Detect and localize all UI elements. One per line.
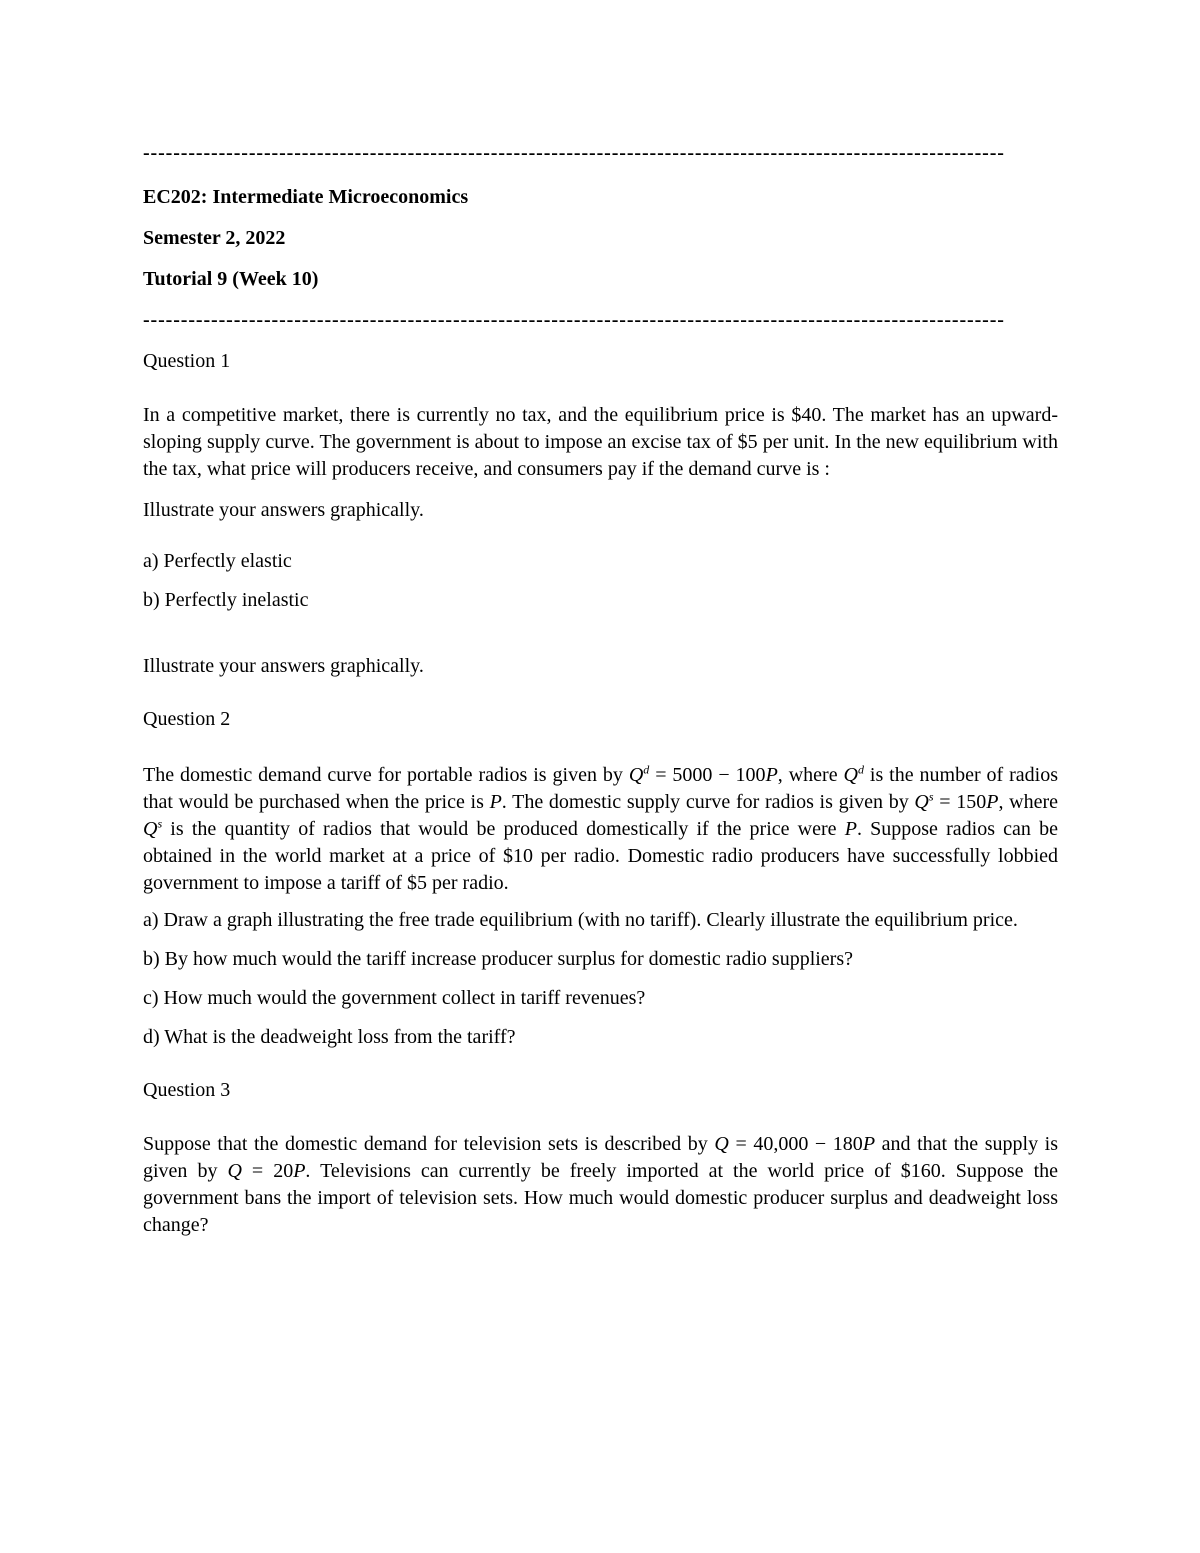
question-2-part-a: a) Draw a graph illustrating the free trade equilibrium (with no tariff). Clearly illustrate the equilibrium price. (143, 909, 1018, 931)
question-1-title: Question 1 (143, 350, 231, 372)
question-1-body: In a competitive market, there is currently no tax, and the equilibrium price is $40. The market has an upward-sloping supply curve. The government is about to impose an excise tax of $5 per unit. In the new equilibrium with the tax, what price will producers receive, and consumers pay if the demand curve is : (143, 404, 1058, 480)
separator-top: ------------------------------------------------------------------------------------------------------------------ (143, 142, 1005, 164)
question-2-part-d: d) What is the deadweight loss from the tariff? (143, 1026, 516, 1048)
question-1-illustrate-repeat: Illustrate your answers graphically. (143, 655, 424, 677)
question-3-title: Question 3 (143, 1079, 231, 1101)
question-2-title: Question 2 (143, 708, 231, 730)
question-1-part-a: a) Perfectly elastic (143, 550, 292, 572)
question-1-illustrate: Illustrate your answers graphically. (143, 499, 424, 521)
question-2-body: The domestic demand curve for portable radios is given by $Q^d = 5000 - 100P$, where $Q^d$ is the number of radios that would be purchased when the price is P. The domestic supply curve for radios is given by $Q^s = 150P$, where $Q^s$ is the quantity of radios that would be produced domestically if the price were P. Suppose radios can be obtained in the world market at a price of $10 per radio. Domestic radio producers have successfully lobbied government to impose a tariff of $5 per radio. (143, 762, 1059, 894)
course-title: EC202: Intermediate Microeconomics (143, 186, 469, 208)
semester-label: Semester 2, 2022 (143, 227, 286, 249)
question-2-part-b: b) By how much would the tariff increase producer surplus for domestic radio suppliers? (143, 948, 853, 970)
tutorial-label: Tutorial 9 (Week 10) (143, 268, 319, 290)
question-2-part-c: c) How much would the government collect in tariff revenues? (143, 987, 646, 1009)
separator-bottom: ------------------------------------------------------------------------------------------------------------------ (143, 309, 1005, 331)
question-1-part-b: b) Perfectly inelastic (143, 589, 309, 611)
document-page (143, 140, 1058, 1239)
question-3-body: Suppose that the domestic demand for television sets is described by Q = 40,000 − 180P and that the supply is given by Q = 20P. Televisions can currently be freely imported at the world price of $160. Suppose the government bans the import of television sets. How much would domestic producer surplus and deadweight loss change? (143, 1133, 1059, 1236)
